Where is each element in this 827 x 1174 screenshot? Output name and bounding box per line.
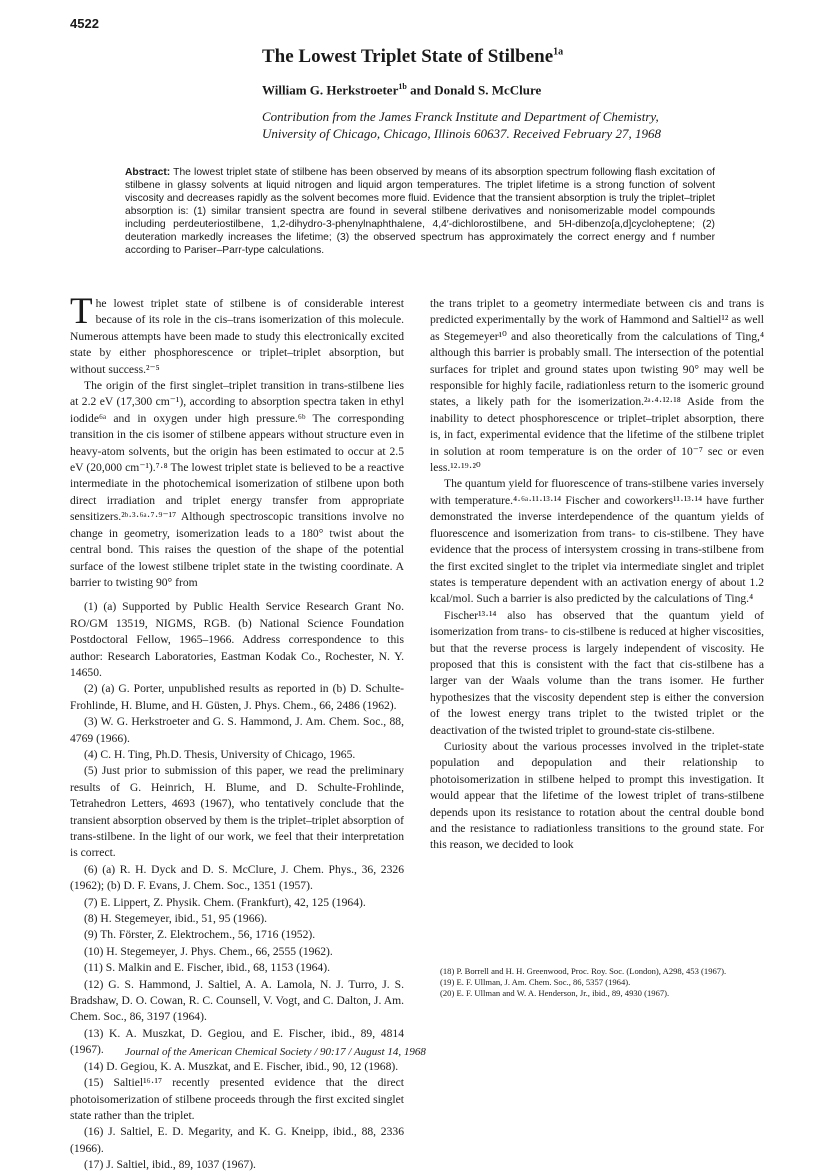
page-number: 4522 (70, 16, 99, 31)
footnote: (13) K. A. Muszkat, D. Gegiou, and E. Fischer, ibid., 89, 4814 (1967). (70, 1026, 404, 1057)
footnote: (14) D. Gegiou, K. A. Muszkat, and E. Fischer, ibid., 90, 12 (1968). (84, 1059, 399, 1073)
abstract-label: Abstract: (125, 167, 171, 178)
right-column (430, 296, 764, 854)
footnotes-right (430, 966, 764, 999)
footnote: (17) J. Saltiel, ibid., 89, 1037 (1967). (84, 1158, 256, 1172)
footnotes-left (70, 599, 404, 1173)
footnote: (9) Th. Förster, Z. Elektrochem., 56, 1716 (1952). (84, 928, 316, 942)
footnote: (7) E. Lippert, Z. Physik. Chem. (Frankfurt), 42, 125 (1964). (84, 895, 366, 909)
footnote: (15) Saltiel¹⁶·¹⁷ recently presented evidence that the direct photoisomerization of stilbene proceeds through the first excited singlet state rather than the triplet. (70, 1076, 404, 1122)
footnote: (2) (a) G. Porter, unpublished results as reported in (b) D. Schulte-Frohlinde, H. Blume, and H. Güsten, J. Phys. Chem., 66, 2486 (1962). (70, 682, 404, 712)
footnote: (16) J. Saltiel, E. D. Megarity, and K. G. Kneipp, ibid., 88, 2336 (1966). (70, 1125, 404, 1155)
left-column (70, 291, 404, 1174)
intro-paragraph-2: The origin of the first singlet–triplet transition in trans-stilbene lies at 2.2 eV (17,300 cm⁻¹), according to absorption spectra taken in ethyl iodide⁶ᵃ and in oxygen under high pressure.⁶ᵇ The corresponding transition in the cis isomer of stilbene appears without structure even in heavy-atom solvents, but the origin has been estimated to occur at 2.5 eV (20,000 cm⁻¹).⁷·⁸ The lowest triplet state is believed to be a reactive intermediate in the photochemical isomerization of stilbene upon both direct irradiation and triplet energy transfer from appropriate sensitizers.²ᵇ·³·⁶ᵃ·⁷·⁹⁻¹⁷ Although spectroscopic transitions involve no change in geometry, isomerization leads to a 180° twist about the central bond. This raises the question of the shape of the potential surface of the lowest stilbene triplet state in the twisting coordinate. A barrier to twisting 90° from (70, 379, 404, 589)
footnote: (6) (a) R. H. Dyck and D. S. McClure, J. Chem. Phys., 36, 2326 (1962); (b) D. F. Evans, J. Chem. Soc., 1351 (1957). (70, 862, 404, 893)
abstract (125, 166, 715, 257)
footnote: (19) E. F. Ullman, J. Am. Chem. Soc., 86, 5357 (1964). (440, 977, 631, 987)
footnote: (12) G. S. Hammond, J. Saltiel, A. A. Lamola, N. J. Turro, J. S. Bradshaw, D. O. Cowan, R. C. Counsell, V. Vogt, and C. Dalton, J. Am. Chem. Soc., 86, 3197 (1964). (70, 977, 404, 1024)
authors: William G. Herkstroeter$^{1b}$ and Donald S. McClure (262, 82, 542, 98)
body-paragraph-2: The quantum yield for fluorescence of trans-stilbene varies inversely with temperature.⁴·⁶ᵃ·¹¹·¹³·¹⁴ Fischer and coworkers¹¹·¹³·¹⁴ have further demonstrated the inverse interdependence of the quantum yields of fluorescence and isomerization from trans- to cis-stilbene. They have evidence that the process of intersystem crossing in trans-stilbene from the first excited singlet to the triplet via intermediate singlet and triplet states is temperature dependent with an activation energy of about 1.2 kcal/mol. Such a barrier is also predicted by the calculations of Ting.⁴ (430, 477, 764, 606)
journal-footer: Journal of the American Chemical Society / 90:17 / August 14, 1968 (125, 1046, 426, 1058)
footnote: (11) S. Malkin and E. Fischer, ibid., 68, 1153 (1964). (84, 961, 330, 975)
abstract-text: The lowest triplet state of stilbene has been observed by means of its absorption spectrum following flash excitation of stilbene in glassy solvents at liquid nitrogen and liquid argon temperatures. The triplet lifetime is a strong function of solvent viscosity and decreases rapidly as the solvent becomes more fluid. Evidence that the transient absorption is truly the triplet–triplet absorption is: (1) similar transient spectra are found in several stilbene derivatives and nonisomerizable model compounds including perdeuteriostilbene, 1,2-dihydro-3-phenylnaphthalene, 4,4′-dichlorostilbene, and 5H-dibenzo[a,d]cycloheptene; (2) deuteration markedly increases the lifetime; (3) the observed spectrum has approximately the correct energy and f number according to Pariser–Parr-type calculations. (125, 167, 715, 256)
footnote: (18) P. Borrell and H. H. Greenwood, Proc. Roy. Soc. (London), A298, 453 (1967). (440, 966, 727, 976)
body-paragraph-1: the trans triplet to a geometry intermediate between cis and trans is predicted experimentally by the work of Hammond and Saltiel¹² as well as Stegemeyer¹⁰ and also theoretically from the calculations of Ting,⁴ although this barrier is probably small. The intersection of the potential surfaces for triplet and ground states upon twisting 90° may well be responsible for highly facile, radiationless return to the isomeric ground states, a likely path for the isomerization.²ᵃ·⁴·¹²·¹⁸ Aside from the inability to detect phosphorescence or triplet–triplet absorption, there is, in fact, experimental evidence that the lifetime of the stilbene triplet in solution at room temperature is on the order of 10⁻⁷ sec or even less.¹²·¹⁹·²⁰ (430, 297, 764, 475)
drop-cap: T (70, 291, 93, 332)
footnote: (3) W. G. Herkstroeter and G. S. Hammond, J. Am. Chem. Soc., 88, 4769 (1966). (70, 715, 404, 745)
affiliation: Contribution from the James Franck Institute and Department of Chemistry, University of Chicago, Chicago, Illinois 60637. Received February 27, 1968 (262, 109, 661, 142)
footnote: (4) C. H. Ting, Ph.D. Thesis, University of Chicago, 1965. (84, 747, 356, 761)
paper-title: The Lowest Triplet State of Stilbene$^{1a}$ (262, 46, 564, 67)
footnote: (5) Just prior to submission of this paper, we read the preliminary results of G. Heinrich, H. Blume, and D. Schulte-Frohlinde, Tetrahedron Letters, 4693 (1967), who tentatively conclude that the transient absorption observed by them is the triplet–triplet absorption of trans-stilbene. In the light of our work, we feel that their interpretation is correct. (70, 764, 404, 860)
body-paragraph-4: Curiosity about the various processes involved in the triplet-state population and depopulation and their relationship to photoisomerization in stilbene helped to prompt this investigation. It would appear that the lifetime of the lowest triplet of trans-stilbene depends upon its resistance to rotation about the central double bond and the resistance to radiationless transitions to the ground state. For this reason, we decided to look (430, 739, 764, 852)
footnote: (20) E. F. Ullman and W. A. Henderson, Jr., ibid., 89, 4930 (1967). (440, 988, 670, 998)
footnote: (10) H. Stegemeyer, J. Phys. Chem., 66, 2555 (1962). (84, 944, 333, 958)
body-paragraph-3: Fischer¹³·¹⁴ also has observed that the quantum yield of isomerization from trans- to cis-stilbene is reduced at higher viscosities, but that the reverse process is largely independent of viscosity. He proposed that this is consistent with the fact that cis-stilbene has a larger van der Waals volume than the trans isomer. He further hypothesizes that the viscosity dependent step is either the conversion of the lowest energy trans triplet to the twisted triplet or the deactivation of the twisted triplet to ground-state cis-stilbene. (430, 608, 764, 737)
footnote: (1) (a) Supported by Public Health Service Research Grant No. RO/GM 13519, NIGMS, RGB. (b) National Science Foundation Postdoctoral Fellow, 1965–1966. Address correspondence to this author: Research Laboratories, Eastman Kodak Co., Rochester, N. Y. 14650. (70, 600, 404, 679)
footnote: (8) H. Stegemeyer, ibid., 51, 95 (1966). (84, 912, 268, 926)
intro-paragraph-1: The lowest triplet state of stilbene is of considerable interest because of its role in the cis–trans isomerization of this molecule. Numerous attempts have been made to study this electronically excited state by either phosphorescence or triplet–triplet absorption, but without success.²⁻⁵ (70, 291, 404, 376)
title-block (262, 46, 782, 142)
